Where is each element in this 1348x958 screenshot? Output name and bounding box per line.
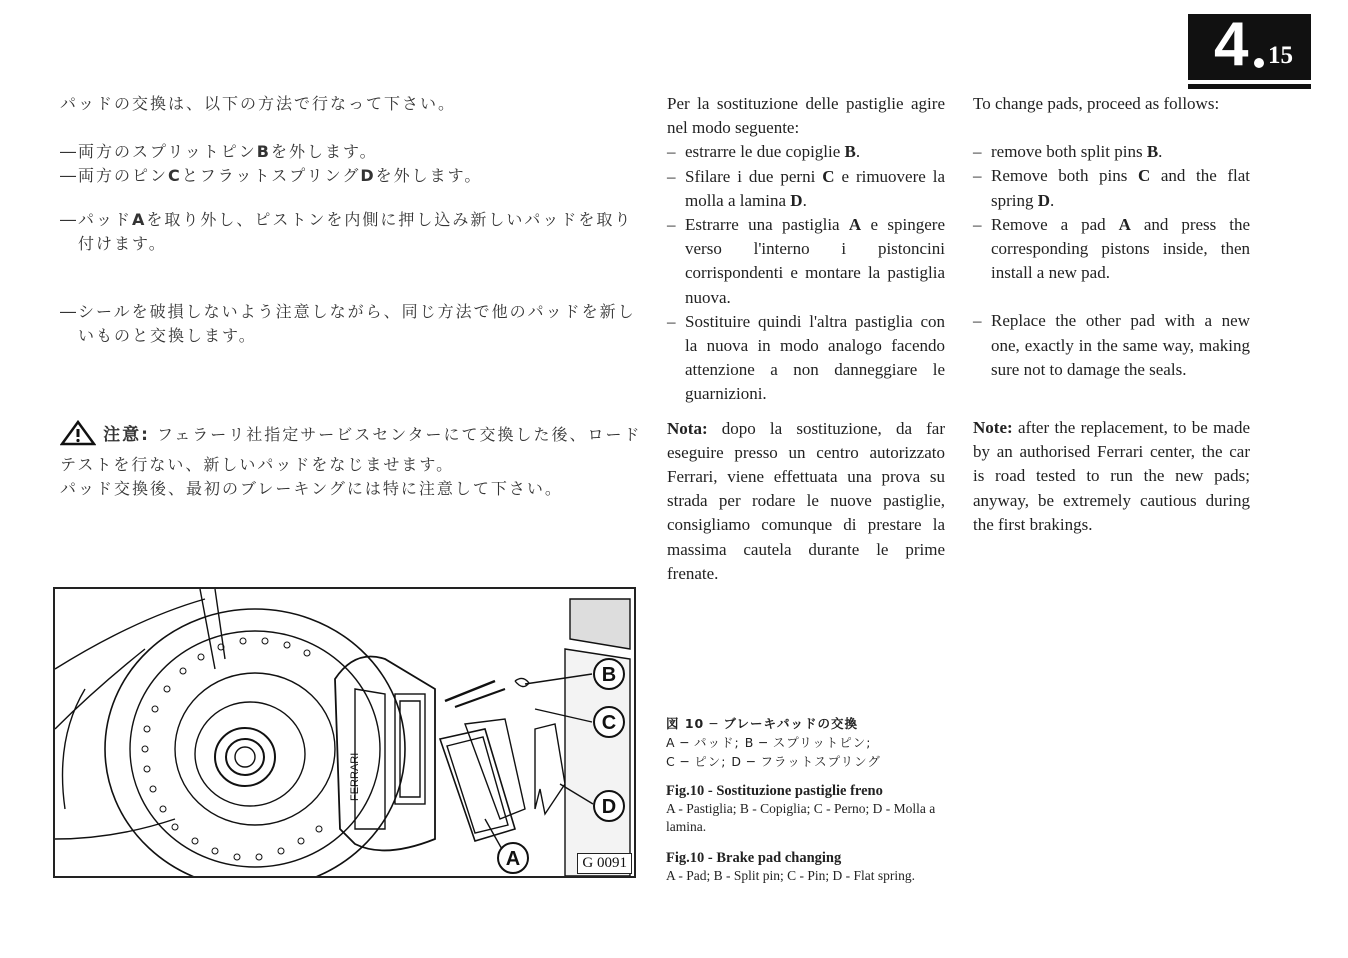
en-note-text: after the replacement, to be made by an authorised Ferrari center, the car is road tested to run the new pads; anyway, be extremely cautious during the first brakings. (973, 418, 1251, 534)
warning-icon (60, 420, 96, 453)
jp-step-text: パッド (78, 210, 133, 229)
en-note (973, 416, 1250, 537)
jp-step-text: を外します。 (375, 166, 483, 185)
section-number: 4 (1214, 10, 1249, 79)
page-number: 15 (1268, 42, 1293, 69)
it-step-text: . (855, 142, 861, 162)
it-step-3 (667, 213, 945, 310)
en-step-text: Remove both pins (991, 166, 1138, 186)
it-step-text: Sfilare i due perni (685, 166, 823, 186)
jp-step-4 (60, 300, 640, 348)
caliper-logo: FERRARI (349, 752, 361, 801)
caption-jp-legend-1: A ─ パッド; B ─ スプリットピン; (666, 735, 872, 750)
caption-it-legend: A - Pastiglia; B - Copiglia; C - Perno; D - Molla a lamina. (666, 801, 936, 834)
en-step-text: and the flat spring (991, 166, 1250, 210)
jp-step-1 (60, 140, 640, 164)
it-step-text: estrarre le due copiglie (685, 142, 845, 162)
key-letter: A (1118, 214, 1131, 234)
callout-a (496, 841, 530, 875)
caption-en-title: Fig.10 - Brake pad changing (666, 850, 842, 866)
header-rule (1188, 84, 1311, 89)
dash: ― (60, 302, 78, 321)
it-step-2 (667, 165, 945, 213)
badge-dot (1254, 58, 1264, 68)
it-step-4 (667, 310, 945, 407)
caption-jp-legend-2: C ─ ピン; D ─ フラットスプリング (666, 754, 881, 769)
caption-it (666, 782, 951, 836)
caption-en (666, 849, 951, 885)
jp-steps (60, 140, 640, 348)
it-step-text: . (802, 190, 807, 210)
key-letter: D (360, 166, 376, 185)
italian-column (667, 92, 945, 586)
en-step-text: . (1050, 190, 1055, 210)
dash: – (973, 166, 982, 186)
en-step-1 (973, 140, 1250, 164)
it-note (667, 417, 945, 586)
caption-jp (666, 714, 951, 771)
jp-note-line2: パッド交換後、最初のブレーキングには特に注意して下さい。 (60, 479, 563, 498)
brake-pad-figure (53, 587, 636, 878)
callout-d-label: D (601, 796, 617, 818)
en-step-text: and press the corresponding pistons inside, then install a new pad. (991, 214, 1250, 283)
drawing-code: G 0091 (577, 853, 632, 874)
page-number-badge (1188, 10, 1311, 80)
callout-d (592, 789, 626, 823)
key-letter: A (848, 215, 862, 235)
it-note-label: Nota: (667, 418, 708, 438)
dash: – (667, 215, 676, 235)
jp-step-text: とフラットスプリング (181, 166, 361, 185)
it-step-text: e spingere verso l'interno i pistoncini corrispondenti e montare la pastiglia nuova. (685, 215, 945, 307)
it-step-text: e rimuovere la molla a lamina (685, 166, 945, 210)
key-letter: C (1137, 166, 1151, 186)
en-step-4 (973, 309, 1250, 382)
key-letter: C (168, 166, 182, 185)
jp-intro: パッドの交換は、以下の方法で行なって下さい。 (60, 94, 457, 113)
dash: ― (60, 210, 78, 229)
callout-b (592, 657, 626, 691)
key-letter: D (1037, 190, 1051, 210)
jp-step-text: を取り外し、ピストンを内側に押し込み新しいパッドを取り付けます。 (78, 210, 633, 253)
jp-note-line1: フェラーリ社指定サービスセンターにて交換した後、ロードテストを行ない、新しいパッドをなじませます。 (60, 425, 642, 474)
dash: – (667, 142, 676, 162)
callout-b-label: B (601, 664, 617, 686)
en-step-text: Remove a pad (991, 214, 1119, 234)
english-column (973, 92, 1250, 537)
it-note-text: dopo la sostituzione, da far eseguire presso un centro autorizzato Ferrari, viene effettuata una prova su strada per rodare le nuove pastiglie, consigliamo comunque di prestare la massima cautela durante le prime frenate. (667, 418, 945, 583)
en-step-text: remove both split pins (991, 142, 1147, 162)
caption-en-legend: A - Pad; B - Split pin; C - Pin; D - Flat spring. (666, 868, 916, 883)
callout-c (592, 705, 626, 739)
jp-step-text: を外します。 (270, 142, 378, 161)
jp-step-3 (60, 208, 640, 256)
caption-it-title: Fig.10 - Sostituzione pastiglie freno (666, 783, 883, 799)
en-step-text: . (1158, 142, 1163, 162)
key-letter: A (132, 210, 147, 229)
dash: ― (60, 142, 78, 161)
key-letter: B (1146, 142, 1159, 162)
dash: – (667, 311, 676, 331)
dash: – (667, 166, 676, 186)
jp-step-text: 両方のピン (78, 166, 169, 185)
brake-illustration (55, 589, 634, 876)
jp-note-label: 注意: (103, 425, 150, 445)
callout-c-label: C (601, 712, 617, 734)
caption-jp-title: 図 10 ─ ブレーキパッドの交換 (666, 716, 858, 731)
jp-step-text: 両方のスプリットピン (78, 142, 257, 161)
dash: ― (60, 166, 78, 185)
it-step-text: Sostituire quindi l'altra pastiglia con la nuova in modo analogo facendo attenzione a non danneggiare le guarnizioni. (685, 311, 945, 404)
jp-step-2 (60, 164, 640, 188)
en-step-2 (973, 164, 1250, 212)
key-letter: D (790, 190, 803, 210)
key-letter: B (844, 142, 856, 162)
jp-step-text: シールを破損しないよう注意しながら、同じ方法で他のパッドを新しいものと交換します。 (78, 302, 636, 345)
callout-a-label: A (505, 848, 521, 870)
dash: – (973, 311, 982, 331)
en-intro: To change pads, proceed as follows: (973, 94, 1220, 113)
dash: – (973, 214, 982, 234)
en-step-text: Replace the other pad with a new one, exactly in the same way, making sure not to damage the seals. (991, 311, 1250, 379)
dash: – (973, 142, 982, 162)
it-step-text: Estrarre una pastiglia (685, 215, 849, 235)
en-note-label: Note: (973, 418, 1013, 438)
key-letter: B (256, 142, 271, 161)
jp-note (60, 420, 650, 501)
it-step-1 (667, 140, 945, 164)
it-intro: Per la sostituzione delle pastiglie agire nel modo seguente: (667, 94, 945, 138)
key-letter: C (822, 166, 835, 186)
en-step-3 (973, 213, 1250, 286)
